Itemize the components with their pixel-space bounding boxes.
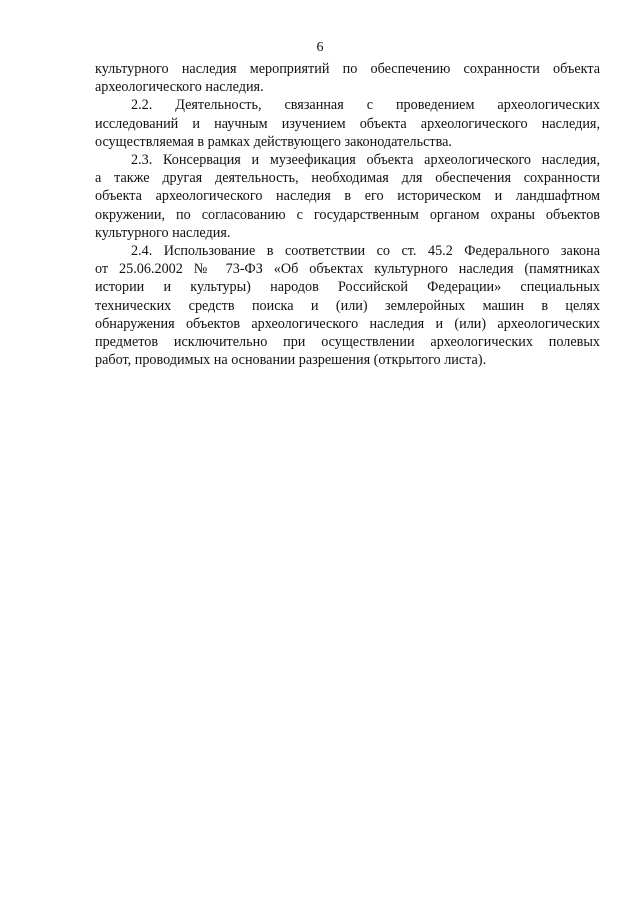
- text-line: технических средств поиска и (или) землеройных машин в целях: [95, 297, 600, 314]
- document-body: [95, 60, 600, 369]
- text-line: объекта археологического наследия в его историческом и ландшафтном: [95, 188, 600, 205]
- text-line: археологического наследия.: [95, 79, 264, 96]
- text-line: а также другая деятельность, необходимая для обеспечения сохранности: [95, 170, 600, 187]
- paragraph-2-2: [95, 96, 600, 151]
- page-number: 6: [316, 40, 324, 55]
- text-line: от 25.06.2002 № 73-ФЗ «Об объектах культурного наследия (памятниках: [95, 261, 600, 278]
- text-line: обнаружения объектов археологического наследия и (или) археологических: [95, 315, 600, 332]
- text-line: исследований и научным изучением объекта археологического наследия,: [95, 115, 600, 132]
- text-line: предметов исключительно при осуществлении археологических полевых: [95, 334, 600, 351]
- text-line: 2.4. Использование в соответствии со ст. 45.2 Федерального закона: [131, 243, 600, 260]
- text-line: культурного наследия мероприятий по обеспечению сохранности объекта: [95, 61, 600, 77]
- paragraph-2-3: [95, 151, 600, 242]
- paragraph-continuation: [95, 60, 600, 96]
- text-line: истории и культуры) народов Российской Федерации» специальных: [95, 279, 600, 296]
- text-line: 2.2. Деятельность, связанная с проведением археологических: [131, 97, 600, 114]
- text-line: осуществляемая в рамках действующего законодательства.: [95, 133, 452, 150]
- text-line: работ, проводимых на основании разрешения (открытого листа).: [95, 352, 487, 369]
- paragraph-2-4: [95, 242, 600, 369]
- text-line: 2.3. Консервация и музеефикация объекта археологического наследия,: [131, 152, 600, 169]
- text-line: окружении, по согласованию с государственным органом охраны объектов: [95, 206, 600, 223]
- text-line: культурного наследия.: [95, 224, 231, 241]
